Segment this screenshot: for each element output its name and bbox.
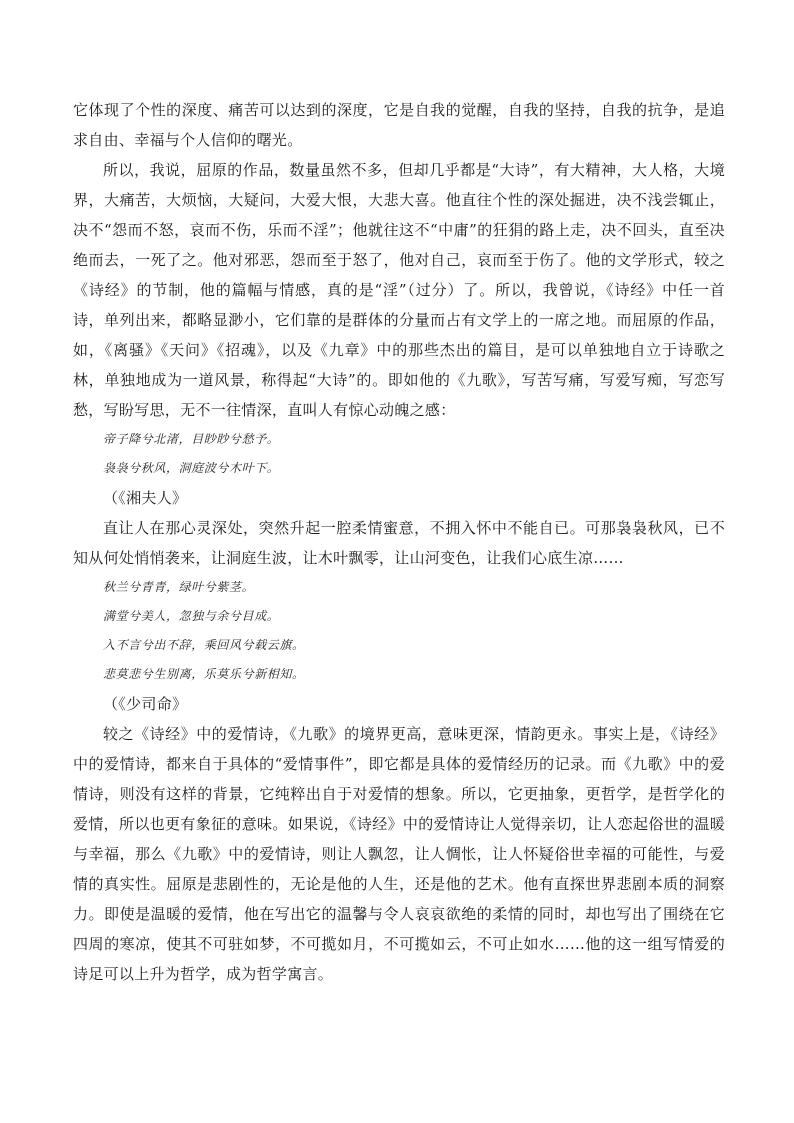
poem-line: 悲莫悲兮生别离，乐莫乐兮新相知。 (103, 667, 305, 681)
poem-xiang-furen (73, 425, 725, 513)
poem-line: 帝子降兮北渚，目眇眇兮愁予。 (103, 432, 280, 446)
poem-line: 满堂兮美人，忽独与余兮目成。 (103, 609, 280, 623)
poem-source: （《少司命》 (103, 695, 188, 713)
paragraph-2: 所以，我说，屈原的作品，数量虽然不多，但却几乎都是“大诗”，有大精神，大人格，大境界，大痛苦，大烦恼，大疑问，大爱大恨，大悲大喜。他直往个性的深处掘进，决不浅尝辄止，决不“怨而不怒，哀而不伤，乐而不淫”；他就往这不“中庸”的狂狷的路上走，决不回头，直至决绝而去，一死了之。他对邪恶，怨而至于怒了，他对自己，哀而至于伤了。他的文学形式，较之《诗经》的节制，他的篇幅与情感，真的是“淫”（过分）了。所以，我曾说，《诗经》中任一首诗，单列出来，都略显渺小，它们靠的是群体的分量而占有文学上的一席之地。而屈原的作品，如，《离骚》《天问》《招魂》，以及《九章》中的那些杰出的篇目，是可以单独地自立于诗歌之林，单独地成为一道风景，称得起“大诗”的。即如他的《九歌》，写苦写痛，写爱写痴，写恋写愁，写盼写思，无不一往情深，直叫人有惊心动魄之感： (73, 161, 725, 419)
poem-line: 秋兰兮青青，绿叶兮紫茎。 (103, 580, 255, 594)
document-page (73, 95, 725, 989)
paragraph-4: 较之《诗经》中的爱情诗，《九歌》的境界更高，意味更深，情韵更永。事实上是，《诗经》中的爱情诗，都来自于具体的“爱情事件”，即它都是具体的爱情经历的记录。而《九歌》中的爱情诗，则没有这样的背景，它纯粹出自于对爱情的想象。所以，它更抽象，更哲学，是哲学化的爱情，所以也更有象征的意味。如果说，《诗经》中的爱情诗让人觉得亲切，让人恋起俗世的温暖与幸福，那么《九歌》中的爱情诗，则让人飘忽，让人惆怅，让人怀疑俗世幸福的可能性，与爱情的真实性。屈原是悲剧性的，无论是他的人生，还是他的艺术。他有直探世界悲剧本质的洞察力。即使是温暖的爱情，他在写出它的温馨与令人哀哀欲绝的柔情的同时，却也写出了围绕在它四周的寒凉，使其不可驻如梦，不可揽如月，不可揽如云，不可止如水……他的这一组写情爱的诗足可以上升为哲学，成为哲学寓言。 (73, 725, 725, 983)
poem-line: 入不言兮出不辞，乘回风兮载云旗。 (103, 638, 305, 652)
paragraph-1: 它体现了个性的深度、痛苦可以达到的深度，它是自我的觉醒，自我的坚持，自我的抗争，是追求自由、幸福与个人信仰的曙光。 (73, 101, 725, 149)
poem-source: （《湘夫人》 (103, 489, 188, 507)
poem-line: 袅袅兮秋风，洞庭波兮木叶下。 (103, 461, 280, 475)
poem-shao-siming (73, 573, 725, 719)
paragraph-3: 直让人在那心灵深处，突然升起一腔柔情蜜意，不拥入怀中不能自已。可那袅袅秋风，已不知从何处悄悄袭来，让洞庭生波，让木叶飘零，让山河变色，让我们心底生凉…… (73, 519, 725, 567)
